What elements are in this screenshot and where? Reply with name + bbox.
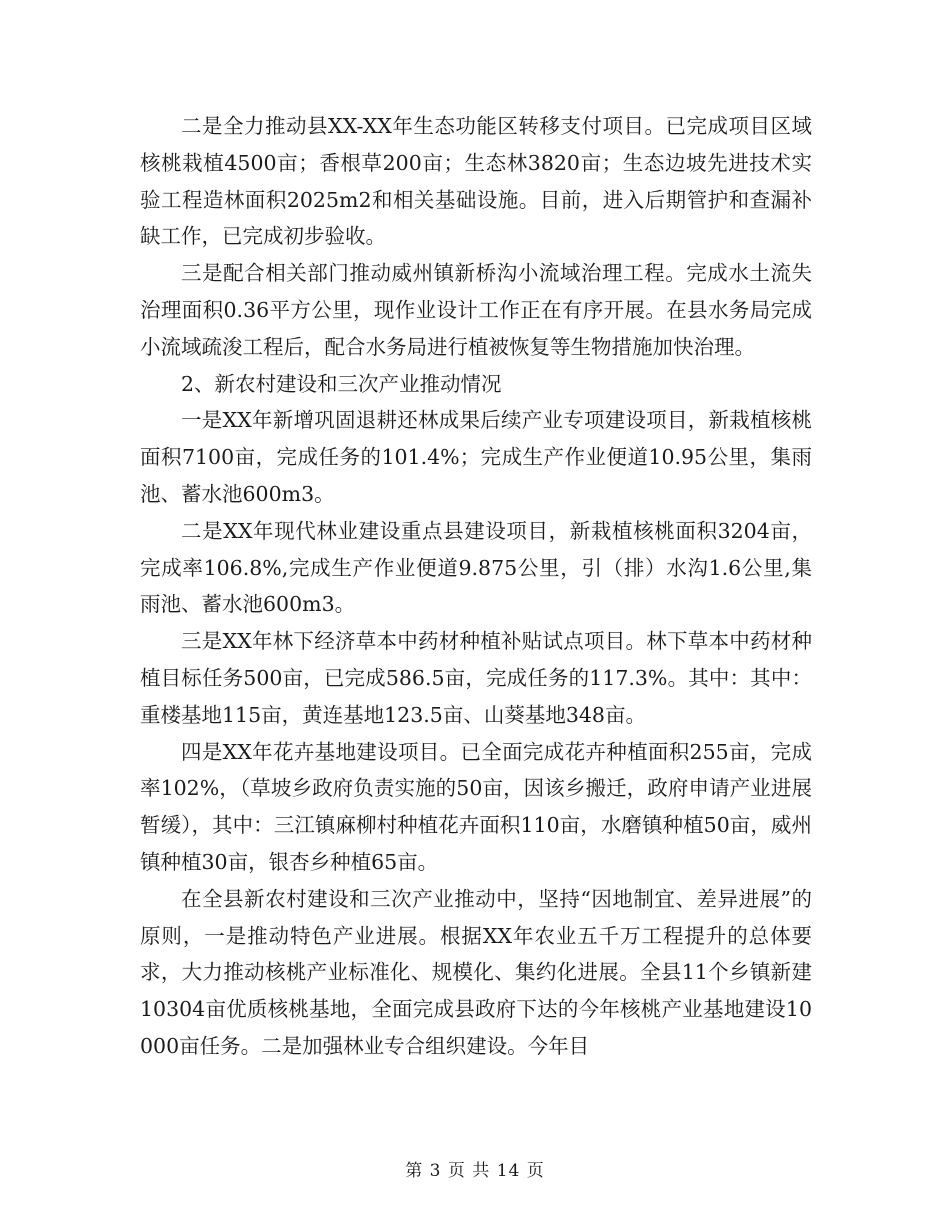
paragraph-flower-base-project: 四是XX年花卉基地建设项目。已全面完成花卉种植面积255亩，完成率102%，（草坡乡政府负责实施的50亩，因该乡搬迁，政府申请产业进展暂缓），其中：三江镇麻柳村种植花卉面积110亩，水磨镇种植50亩，威州镇种植30亩，银杏乡种植65亩。 xyxy=(140,739,812,874)
paragraph-understory-herbal-medicine: 三是XX年林下经济草本中药材种植补贴试点项目。林下草本中药材种植目标任务500亩，已完成586.5亩，完成任务的117.3%。其中：其中：重楼基地115亩，黄连基地123.5亩、山葵基地348亩。 xyxy=(140,629,812,727)
paragraph-modern-forestry-county: 二是XX年现代林业建设重点县建设项目，新栽植核桃面积3204亩，完成率106.8%,完成生产作业便道9.875公里，引（排）水沟1.6公里,集雨池、蓄水池600m3。 xyxy=(140,518,812,617)
paragraph-reforestation-follow-up: 一是XX年新增巩固退耕还林成果后续产业专项建设项目，新栽植核桃面积7100亩，完成任务的101.4%；完成生产作业便道10.95公里，集雨池、蓄水池600m3。 xyxy=(140,408,812,506)
paragraph-industry-development: 在全县新农村建设和三次产业推动中，坚持“因地制宜、差异进展”的原则，一是推动特色产业进展。根据XX年农业五千万工程提升的总体要求，大力推动核桃产业标准化、规模化、集约化进展。全县11个乡镇新建10304亩优质核桃基地，全面完成县政府下达的今年核桃产业基地建设10000亩任务。二是加强林业专合组织建设。今年目 xyxy=(140,886,812,1058)
section-heading-new-rural-construction: 2、新农村建设和三次产业推动情况 xyxy=(181,371,502,396)
paragraph-ecological-transfer-project: 二是全力推动县XX-XX年生态功能区转移支付项目。已完成项目区域核桃栽植4500亩；香根草200亩；生态林3820亩；生态边坡先进技术实验工程造林面积2025m2和相关基础设施。目前，进入后期管护和查漏补缺工作，已完成初步验收。 xyxy=(140,114,812,249)
page-number-footer: 第 3 页 共 14 页 xyxy=(405,1161,545,1181)
paragraph-watershed-governance: 三是配合相关部门推动威州镇新桥沟小流域治理工程。完成水土流失治理面积0.36平方公里，现作业设计工作正在有序开展。在县水务局完成小流域疏浚工程后，配合水务局进行植被恢复等生物措施加快治理。 xyxy=(140,261,812,359)
document-body xyxy=(140,108,812,1065)
